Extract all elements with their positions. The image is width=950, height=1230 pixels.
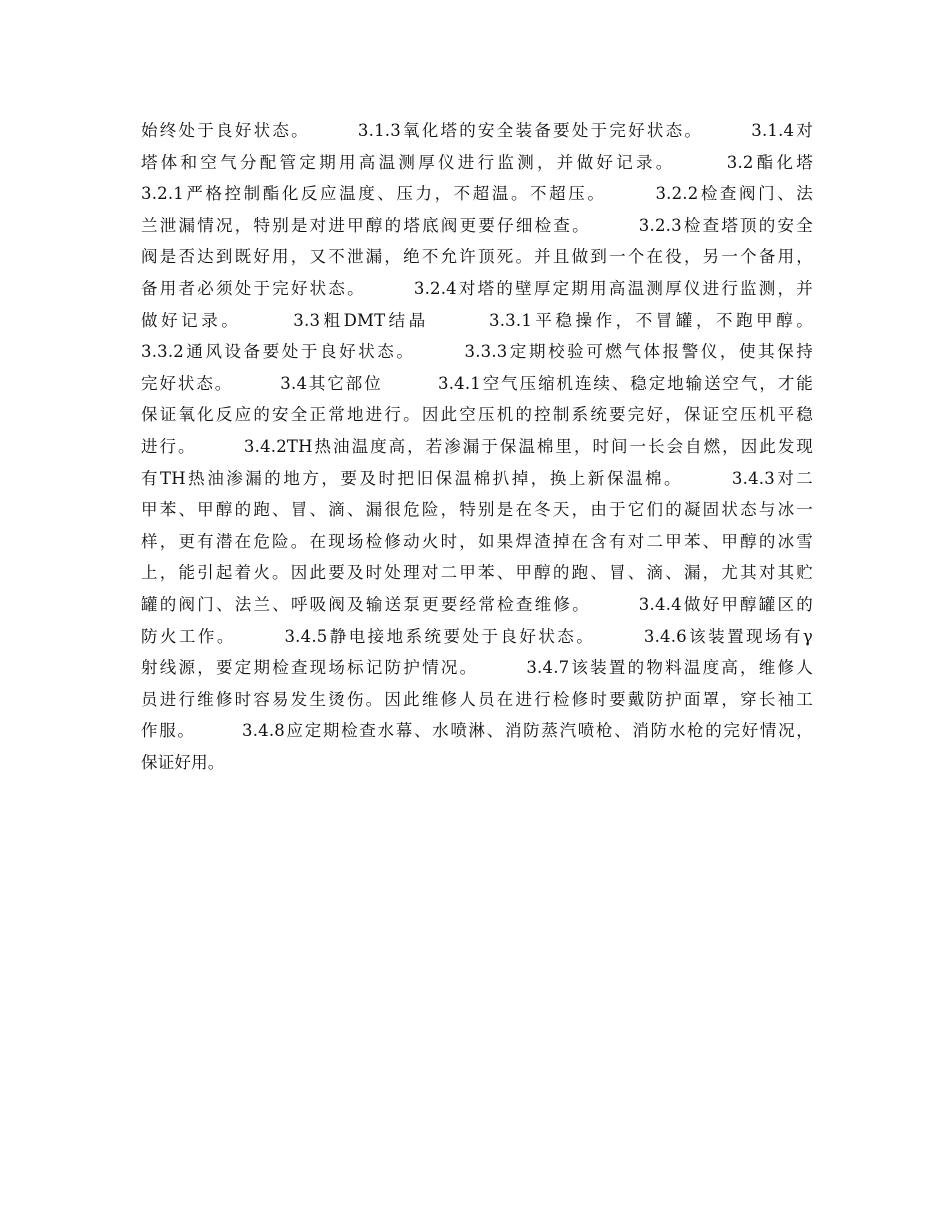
text-line: 射线源，要定期检查现场标记防护情况。 3.4.7该装置的物料温度高，维修人 <box>141 658 813 678</box>
text-line: 上，能引起着火。因此要及时处理对二甲苯、甲醇的跑、冒、滴、漏，尤其对其贮 <box>141 563 813 583</box>
text-line: 保证好用。 <box>141 752 225 772</box>
text-line: 作服。 3.4.8应定期检查水幕、水喷淋、消防蒸汽喷枪、消防水枪的完好情况， <box>141 721 813 741</box>
text-line: 备用者必须处于完好状态。 3.2.4对塔的壁厚定期用高温测厚仪进行监测，并 <box>141 278 813 298</box>
text-line: 员进行维修时容易发生烫伤。因此维修人员在进行检修时要戴防护面罩，穿长袖工 <box>141 689 813 709</box>
text-line: 塔体和空气分配管定期用高温测厚仪进行监测，并做好记录。 3.2酯化塔 <box>141 152 813 172</box>
body-text <box>141 115 813 778</box>
text-line: 甲苯、甲醇的跑、冒、滴、漏很危险，特别是在冬天，由于它们的凝固状态与冰一 <box>141 500 813 520</box>
text-line: 做好记录。 3.3粗DMT结晶 3.3.1平稳操作，不冒罐，不跑甲醇。 <box>141 310 813 330</box>
text-line: 3.3.2通风设备要处于良好状态。 3.3.3定期校验可燃气体报警仪，使其保持 <box>141 342 813 362</box>
text-line: 完好状态。 3.4其它部位 3.4.1空气压缩机连续、稳定地输送空气，才能 <box>141 373 813 393</box>
text-line: 进行。 3.4.2TH热油温度高，若渗漏于保温棉里，时间一长会自燃，因此发现 <box>141 436 813 456</box>
text-line: 始终处于良好状态。 3.1.3氧化塔的安全装备要处于完好状态。 3.1.4对 <box>141 121 813 140</box>
text-line: 3.2.1严格控制酯化反应温度、压力，不超温。不超压。 3.2.2检查阀门、法 <box>141 184 813 204</box>
text-line: 样，更有潜在危险。在现场检修动火时，如果焊渣掉在含有对二甲苯、甲醇的冰雪 <box>141 531 813 551</box>
text-line: 阀是否达到既好用，又不泄漏，绝不允许顶死。并且做到一个在役，另一个备用， <box>141 247 813 267</box>
text-line: 罐的阀门、法兰、呼吸阀及输送泵更要经常检查维修。 3.4.4做好甲醇罐区的 <box>141 594 813 614</box>
text-line: 有TH热油渗漏的地方，要及时把旧保温棉扒掉，换上新保温棉。 3.4.3对二 <box>141 468 813 488</box>
text-line: 防火工作。 3.4.5静电接地系统要处于良好状态。 3.4.6该装置现场有γ <box>141 626 813 646</box>
text-line: 保证氧化反应的安全正常地进行。因此空压机的控制系统要完好，保证空压机平稳 <box>141 405 813 425</box>
text-line: 兰泄漏情况，特别是对进甲醇的塔底阀更要仔细检查。 3.2.3检查塔顶的安全 <box>141 215 813 235</box>
